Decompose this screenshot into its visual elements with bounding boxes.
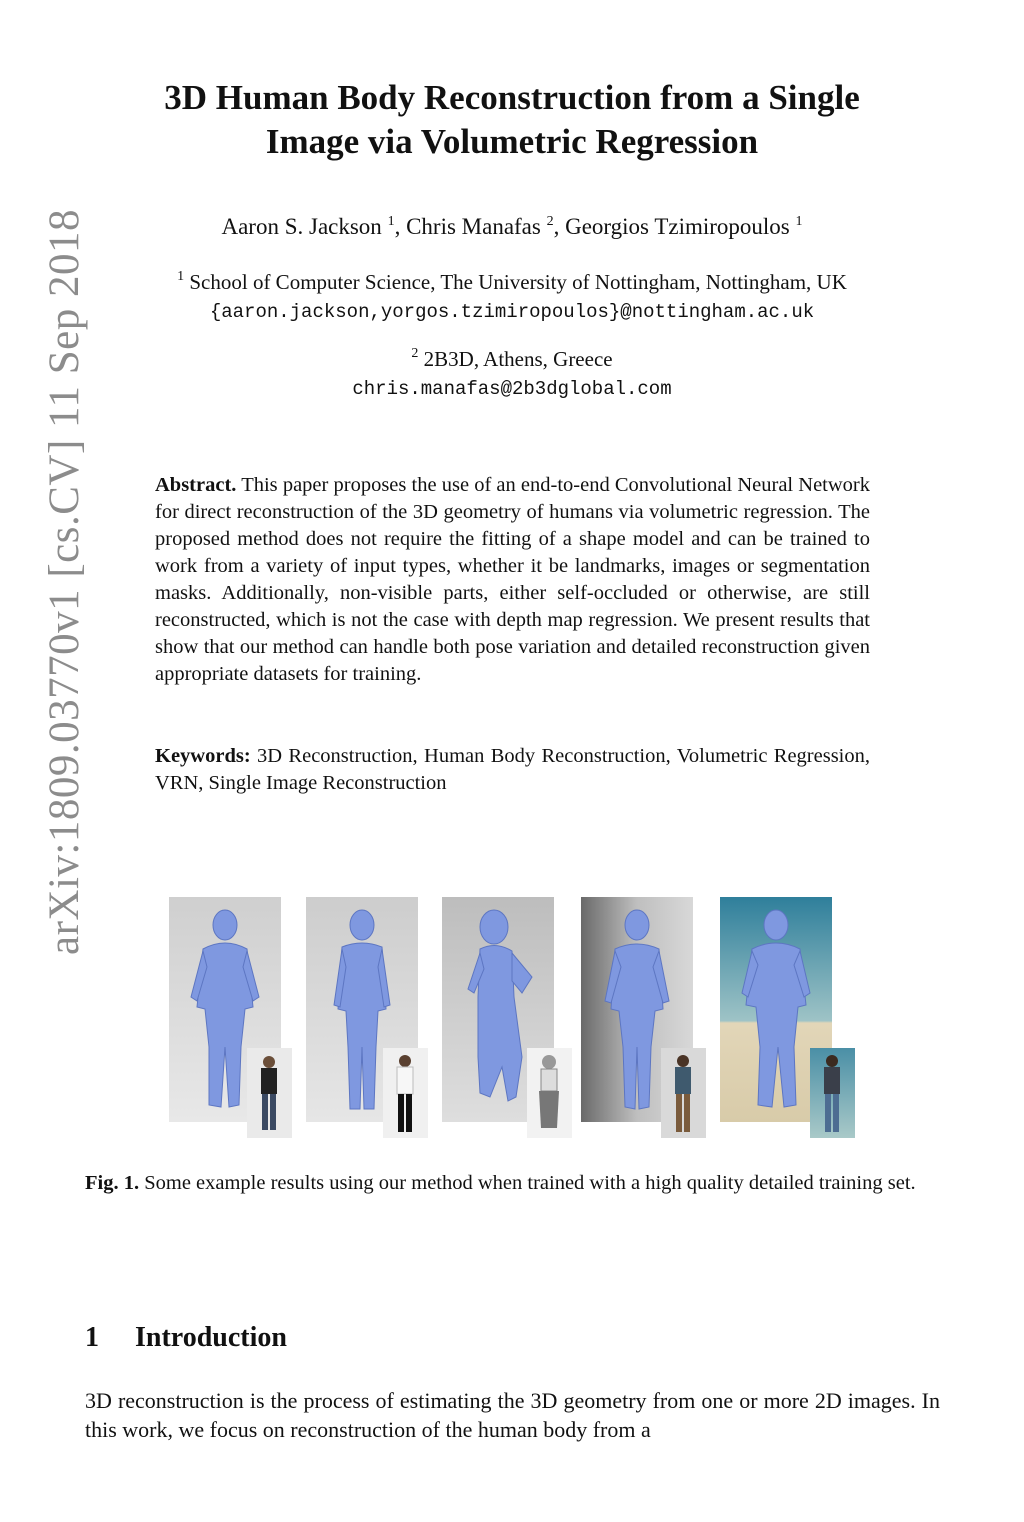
affil-text: School of Computer Science, The University of Nottingham, Nottingham, UK: [189, 270, 847, 294]
author-name: Georgios Tzimiropoulos: [565, 214, 790, 239]
affil-email[interactable]: chris.manafas@2b3dglobal.com: [352, 378, 672, 400]
title-line-1: 3D Human Body Reconstruction from a Single: [164, 78, 860, 117]
author-name: Chris Manafas: [406, 214, 541, 239]
keywords-label: Keywords:: [155, 745, 251, 767]
input-photo-thumbnail: [661, 1048, 706, 1138]
arxiv-identifier-stamp: arXiv:1809.03770v1 [cs.CV] 11 Sep 2018: [41, 209, 88, 955]
input-photo-thumbnail: [810, 1048, 855, 1138]
figure-1-image-strip: [165, 893, 865, 1143]
section-heading: [85, 1322, 287, 1354]
affil-text: 2B3D, Athens, Greece: [423, 347, 613, 371]
author-affil-mark: 1: [387, 214, 395, 229]
affil-number: 2: [411, 346, 419, 361]
author-name: Aaron S. Jackson: [221, 214, 382, 239]
abstract-label: Abstract.: [155, 474, 237, 496]
abstract: [155, 472, 870, 688]
author-affil-mark: 2: [546, 214, 554, 229]
section-number: 1: [85, 1322, 99, 1353]
input-photo-thumbnail: [527, 1048, 572, 1138]
title-line-2: Image via Volumetric Regression: [265, 122, 759, 161]
affil-email[interactable]: {aaron.jackson,yorgos.tzimiropoulos}@nottingham.ac.uk: [209, 301, 815, 323]
author-affil-mark: 1: [795, 214, 803, 229]
affiliation-1: [80, 268, 944, 326]
keywords: [155, 743, 870, 797]
figure-caption: [85, 1170, 940, 1197]
affil-number: 1: [177, 269, 185, 284]
section-title: Introduction: [135, 1322, 287, 1353]
introduction-paragraph: 3D reconstruction is the process of estimating the 3D geometry from one or more 2D images. In this work, we focus on reconstruction of the human body from a: [85, 1388, 940, 1442]
figure-caption-text: Some example results using our method when trained with a high quality detailed training set.: [144, 1172, 916, 1194]
keywords-text: 3D Reconstruction, Human Body Reconstruction, Volumetric Regression, VRN, Single Image Reconstruction: [155, 745, 871, 794]
figure-label: Fig. 1.: [85, 1172, 140, 1194]
input-photo-thumbnail: [383, 1048, 428, 1138]
input-photo-thumbnail: [247, 1048, 292, 1138]
author-list: Aaron S. Jackson $^1$, Chris Manafas $^2$, Georgios Tzimiropoulos $^1$: [221, 214, 803, 239]
affiliation-2: [80, 345, 944, 403]
abstract-text: This paper proposes the use of an end-to-end Convolutional Neural Network for direct reconstruction of the 3D geometry of humans via volumetric regression. The proposed method does not require the fitting of a shape model and can be trained to work from a variety of input types, whether it be landmarks, images or segmentation masks. Additionally, non-visible parts, either self-occluded or otherwise, are still reconstructed, which is not the case with depth map regression. We present results that show that our method can handle both pose variation and detailed reconstruction given appropriate datasets for training.: [155, 474, 870, 685]
paper-title: [80, 76, 944, 164]
